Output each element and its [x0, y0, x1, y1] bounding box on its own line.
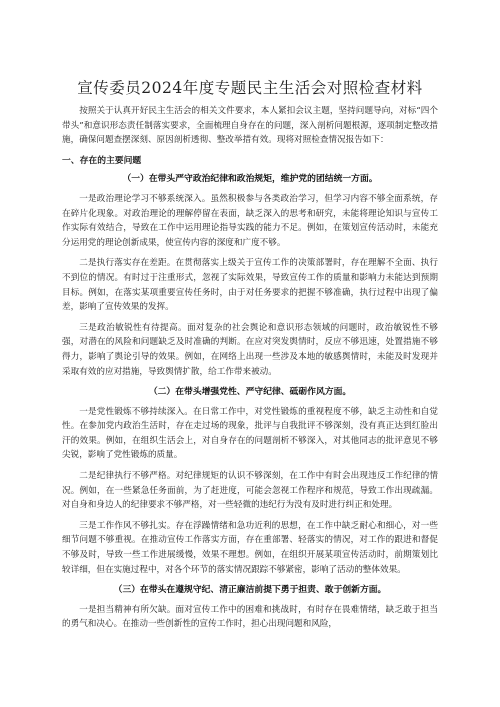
document-body	[62, 104, 438, 632]
subsection-heading-1: （一）在带头严守政治纪律和政治规矩，维护党的团结统一方面。	[122, 174, 378, 185]
subsection-heading-2: （二）在带头增强党性、严守纪律、砥砺作风方面。	[148, 387, 352, 398]
paragraph: 一是担当精神有所欠缺。面对宣传工作中的困难和挑战时，有时存在畏难情绪，缺乏敢于担当的勇气和决心。在推动一些创新性的宣传工作时，担心出现问题和风险，	[62, 604, 438, 630]
paragraph: 三是政治敏锐性有待提高。面对复杂的社会舆论和意识形态领域的问题时，政治敏锐性不够强，对潜在的风险和问题缺乏及时准确的判断。在应对突发舆情时，反应不够迅速，处置措施不够得力，影响了舆论引导的效果。例如，在网络上出现一些涉及本地的敏感舆情时，未能及时发现并采取有效的应对措施，导致舆情扩散，给工作带来被动。	[62, 322, 438, 377]
section-heading: 一、存在的主要问题	[62, 155, 142, 166]
paragraph: 二是执行落实存在差距。在贯彻落实上级关于宣传工作的决策部署时，存在理解不全面、执行不到位的情况。有时过于注重形式，忽视了实际效果，导致宣传工作的质量和影响力未能达到预期目标。例如，在落实某项重要宣传任务时，由于对任务要求的把握不够准确，执行过程中出现了偏差，影响了宣传效果的发挥。	[62, 258, 438, 313]
document-title: 宣传委员2024年度专题民主生活会对照检查材料	[77, 79, 423, 97]
paragraph: 一是党性锻炼不够持续深入。在日常工作中，对党性锻炼的重视程度不够，缺乏主动性和自觉性。在参加党内政治生活时，存在走过场的现象，批评与自我批评不够深刻，没有真正达到红脸出汗的效果。例如，在组织生活会上，对自身存在的问题剖析不够深入，对其他同志的批评意见不够尖锐，影响了党性锻炼的质量。	[62, 406, 438, 461]
paragraph: 二是纪律执行不够严格。对纪律规矩的认识不够深刻，在工作中有时会出现违反工作纪律的情况。例如，在一些紧急任务面前，为了赶进度，可能会忽视工作程序和规范，导致工作出现疏漏。对自身和身边人的纪律要求不够严格，对一些轻微的违纪行为没有及时进行纠正和处理。	[62, 471, 438, 511]
paragraph: 三是工作作风不够扎实。存在浮躁情绪和急功近利的思想，在工作中缺乏耐心和细心，对一些细节问题不够重视。在推动宣传工作落实方面，存在重部署、轻落实的情况，对工作的跟进和督促不够及时，导致一些工作进展缓慢，效果不理想。例如，在组织开展某项宣传活动时，前期策划比较详细，但在实施过程中，对各个环节的落实情况跟踪不够紧密，影响了活动的整体效果。	[62, 520, 438, 575]
subsection-heading-3: （三）在带头在遵规守纪、清正廉洁前提下勇于担责、敢于创新方面。	[113, 585, 387, 596]
paragraph: 一是政治理论学习不够系统深入。虽然积极参与各类政治学习，但学习内容不够全面系统，存在碎片化现象。对政治理论的理解停留在表面，缺乏深入的思考和研究，未能将理论知识与宣传工作实际有效结合，导致在工作中运用理论指导实践的能力不足。例如，在策划宣传活动时，未能充分运用党的理论创新成果，使宣传内容的深度和广度不够。	[62, 193, 438, 248]
intro-paragraph: 按照关于认真开好民主生活会的相关文件要求，本人紧扣会议主题，坚持问题导向，对标“四个带头”和意识形态责任制落实要求，全面梳理自身存在的问题，深入剖析问题根源，逐项制定整改措施，确保问题查摆深刻、原因剖析透彻、整改举措有效。现将对照检查情况报告如下：	[62, 106, 438, 146]
